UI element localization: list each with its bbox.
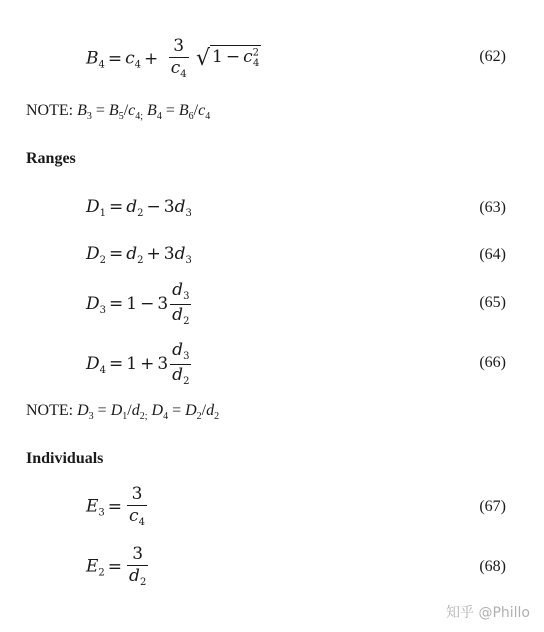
equation-number-64: (64) bbox=[479, 246, 506, 263]
equation-66: $D_4 = 1 + 3$ $\frac{d_3}{d_2}$ bbox=[86, 340, 190, 387]
heading-ranges: Ranges bbox=[26, 150, 76, 167]
equation-number-63: (63) bbox=[479, 199, 506, 216]
equation-64: $D_2 = d_2 + 3d_3$ bbox=[86, 244, 192, 266]
equation-63: $D_1 = d_2 - 3d_3$ bbox=[86, 197, 192, 219]
equation-number-62: (62) bbox=[479, 48, 506, 65]
heading-individuals: Individuals bbox=[26, 450, 104, 467]
watermark: 知乎 @Phillo bbox=[446, 605, 530, 621]
equation-number-67: (67) bbox=[479, 498, 506, 515]
equation-67: $E_3$ = $\frac{3}{c_4}$ bbox=[86, 484, 145, 528]
note-b: NOTE: $B_3 = B_5/c_{4;}$ $B_4 = B_6/c_4$ bbox=[26, 102, 211, 122]
equation-number-68: (68) bbox=[479, 558, 506, 575]
equation-62: $B_4 = c_4$ + $\frac{3}{c_4}$ √ $1 - c^2_4$ bbox=[86, 36, 260, 80]
equation-number-66: (66) bbox=[479, 354, 506, 371]
equation-68: $E_2$ = $\frac{3}{d_2}$ bbox=[86, 544, 147, 588]
equation-number-65: (65) bbox=[479, 294, 506, 311]
equation-65: $D_3 = 1 - 3$ $\frac{d_3}{d_2}$ bbox=[86, 280, 190, 327]
note-d: NOTE: $D_3 = D_1/d_{2;}$ $D_4 = D_2/d_2$ bbox=[26, 402, 220, 422]
